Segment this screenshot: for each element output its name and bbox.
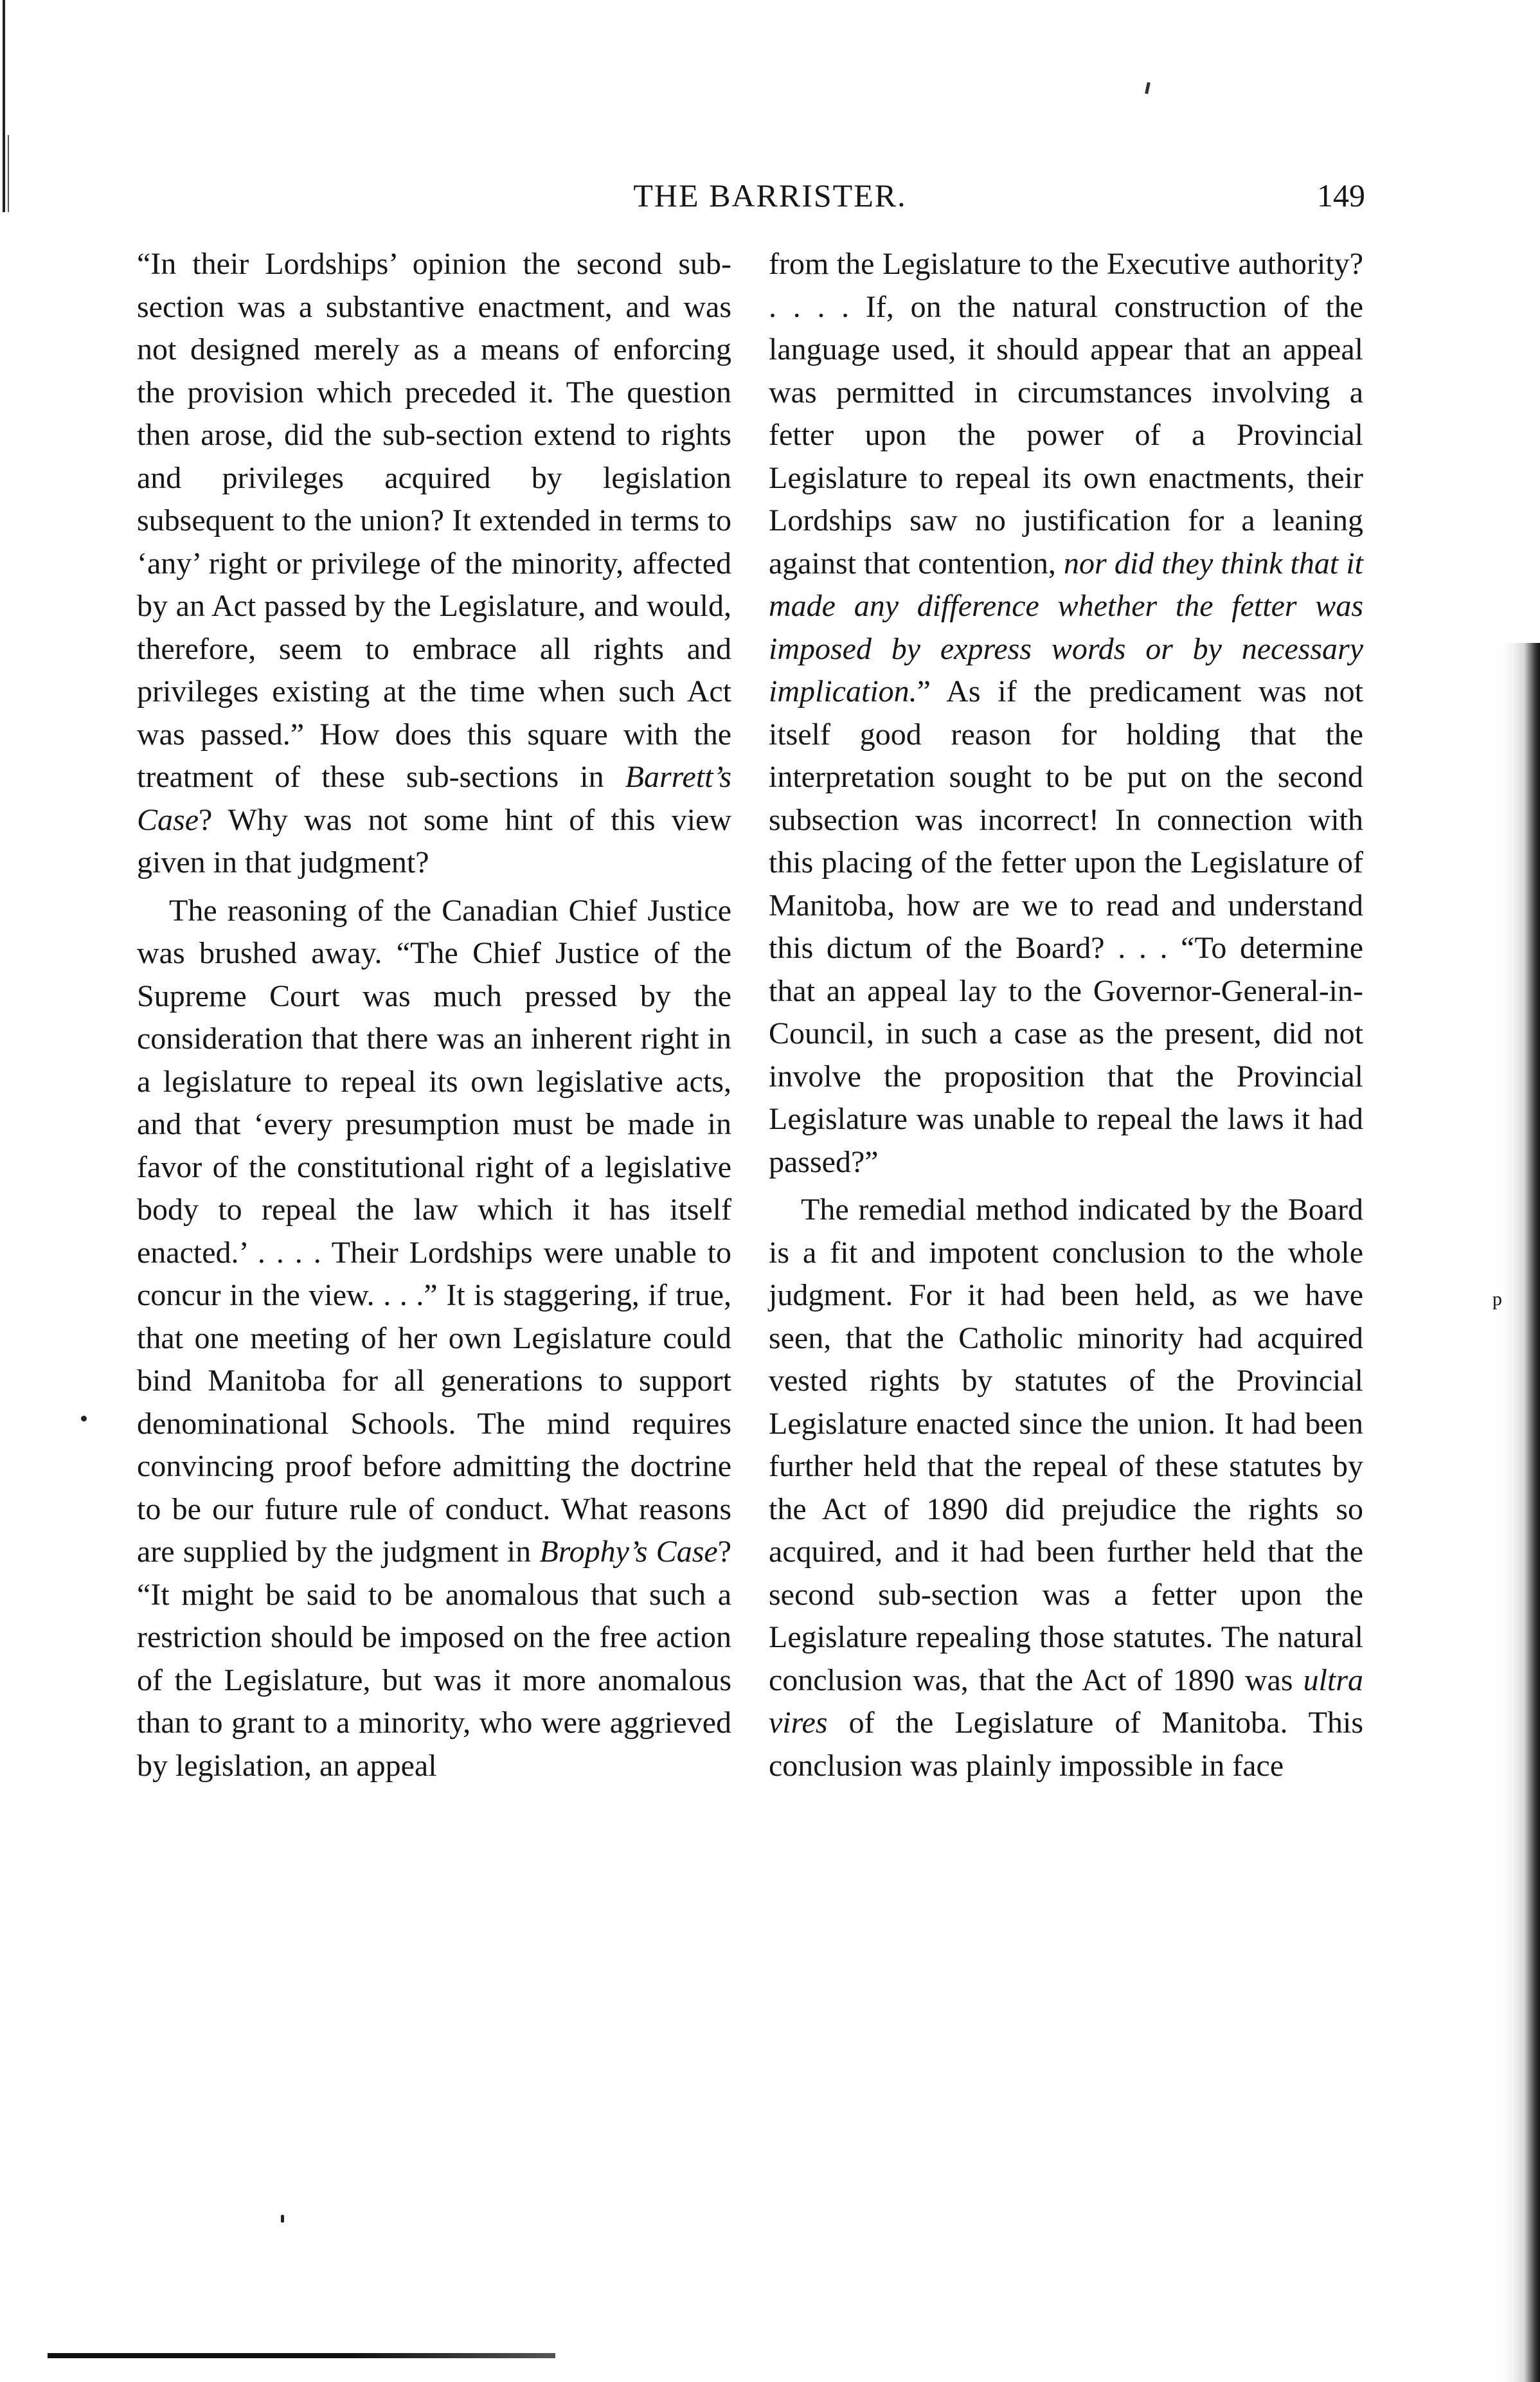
left-paragraph-1-text: “In their Lordships’ opinion the second sub-section was a substantive enactment, and was not designed merely as a means of enforcing the provision which preceded it. The question then arose, did the sub-section extend to rights and privileges acquired by legislation subsequent to the union? It extended in terms to ‘any’ right or privilege of the minority, affected by an Act passed by the Legislature, and would, therefore, seem to embrace all rights and privileges existing at the time when such Act was passed.” How does this square with the treatment of these sub-sections in Barrett’s Case? Why was not some hint of this view given in that judgment? — [137, 247, 731, 880]
running-title: THE BARRISTER. — [633, 177, 907, 213]
right-paragraph-1-text: from the Legislature to the Executive authority? . . . . If, on the natural construction of the language used, it should appear that an appeal was permitted in circumstances involving a fetter upon the power of a Provincial Legislature to repeal its own enactments, their Lordships saw no justification for a leaning against that contention, nor did they think that it made any difference whether the fetter was imposed by express words or by necessary implication.” As if the predicament was not itself good reason for holding that the interpretation sought to be put on the second subsection was incorrect! In connection with this placing of the fetter upon the Legislature of Manitoba, how are we to read and understand this dictum of the Board? . . . “To determine that an appeal lay to the Governor-General-in-Council, in such a case as the present, did not involve the proposition that the Provincial Legislature was unable to repeal the laws it had passed?” — [769, 247, 1364, 1179]
left-paragraph-1 — [137, 243, 731, 885]
left-paragraph-1-italic-0: Barrett’s Case — [137, 760, 731, 837]
right-paragraph-2 — [769, 1189, 1363, 1787]
right-column — [769, 243, 1363, 1787]
margin-mark: p — [1492, 1288, 1502, 1310]
scan-speck — [281, 2215, 284, 2223]
scan-bottom-rule — [48, 2353, 555, 2358]
right-paragraph-1 — [769, 243, 1363, 1184]
right-paragraph-2-italic-0: ultra vires — [769, 1663, 1363, 1740]
running-head — [0, 175, 1540, 226]
right-paragraph-1-italic-0: nor did they think that it made any difference whether the fetter was imposed by express words or by necessary implication. — [769, 546, 1364, 708]
page-edge-shadow — [1500, 643, 1540, 2382]
left-column — [137, 243, 731, 1787]
scan-speck — [1145, 82, 1151, 95]
scan-speck — [81, 1416, 87, 1421]
left-paragraph-2-italic-0: Brophy’s Case — [539, 1535, 718, 1569]
left-paragraph-2 — [137, 890, 731, 1788]
left-paragraph-2-text: The reasoning of the Canadian Chief Justice was brushed away. “The Chief Justice of the Supreme Court was much pressed by the consideration that there was an inherent right in a legislature to repeal its own legislative acts, and that ‘every presumption must be made in favor of the constitutional right of a legislative body to repeal the law which it has itself enacted.’ . . . . Their Lordships were unable to concur in the view. . . .” It is staggering, if true, that one meeting of her own Legislature could bind Manitoba for all generations to support denominational Schools. The mind requires convincing proof before admitting the doctrine to be our future rule of conduct. What reasons are supplied by the judgment in Brophy’s Case? “It might be said to be anomalous that such a restriction should be imposed on the free action of the Legislature, but was it more anomalous than to grant to a minority, who were aggrieved by legislation, an appeal — [137, 893, 731, 1783]
page-number: 149 — [1317, 177, 1365, 213]
right-paragraph-2-text: The remedial method indicated by the Board is a fit and impotent conclusion to the whole judgment. For it had been held, as we have seen, that the Catholic minority had acquired vested rights by statutes of the Provincial Legislature enacted since the union. It had been further held that the repeal of these statutes by the Act of 1890 did prejudice the rights so acquired, and it had been further held that the second sub-section was a fetter upon the Legislature repealing those statutes. The natural conclusion was, that the Act of 1890 was ultra vires of the Legislature of Manitoba. This conclusion was plainly impossible in face — [769, 1193, 1363, 1783]
